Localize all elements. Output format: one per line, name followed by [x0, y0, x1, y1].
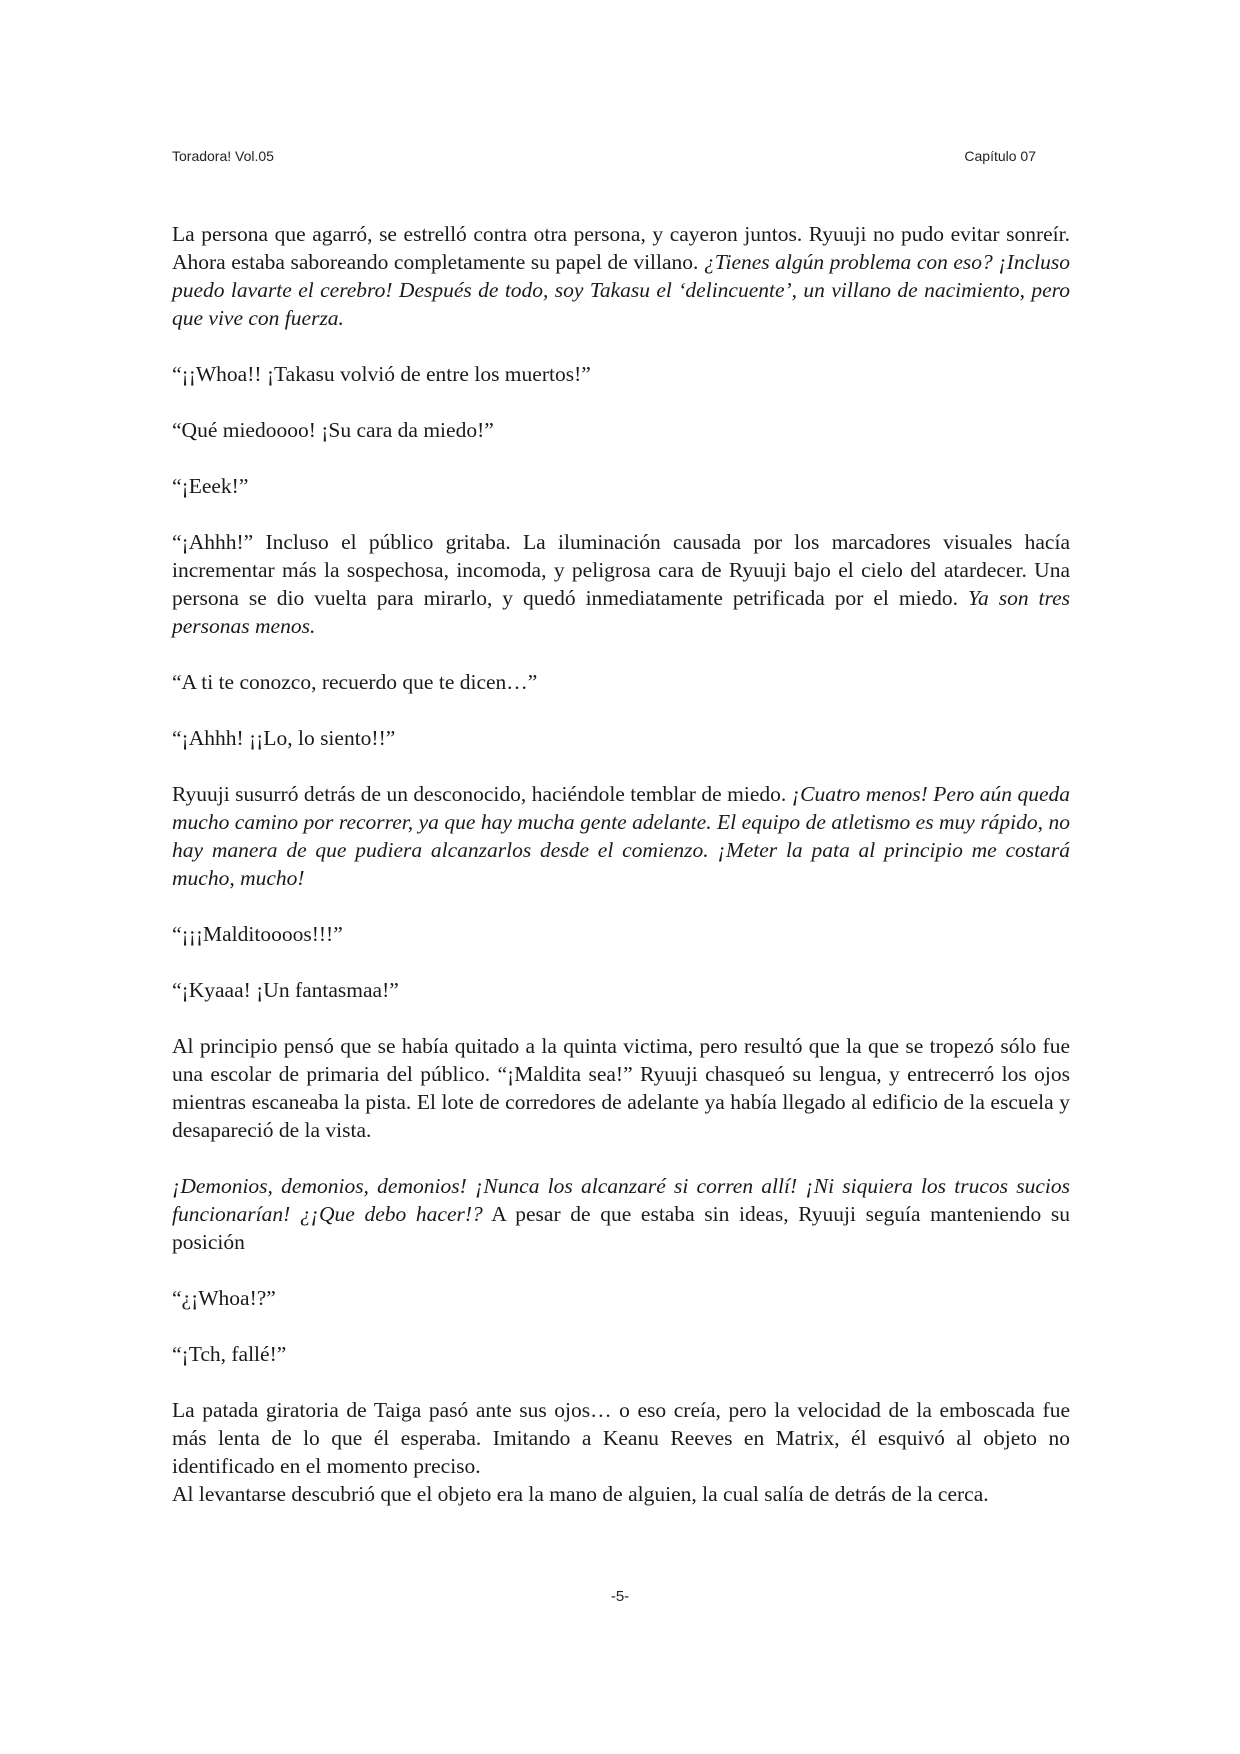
paragraph: “¡Kyaaa! ¡Un fantasmaa!” — [172, 978, 399, 1002]
paragraph: “¡¡Whoa!! ¡Takasu volvió de entre los muertos!” — [172, 362, 591, 386]
paragraph: “¡Ahhh! ¡¡Lo, lo siento!!” — [172, 726, 396, 750]
paragraph: Ryuuji susurró detrás de un desconocido, haciéndole temblar de miedo. ¡Cuatro menos! Pero aún queda mucho camino por recorrer, ya que hay mucha gente adelante. El equipo de atletismo es muy rápido, no hay manera de que pudiera alcanzarlos desde el comienzo. ¡Meter la pata al principio me costará mucho, mucho! — [172, 782, 1070, 890]
paragraph: Al levantarse descubrió que el objeto era la mano de alguien, la cual salía de detrás de la cerca. — [172, 1482, 989, 1506]
header-chapter: Capítulo 07 — [964, 148, 1036, 164]
paragraph: Al principio pensó que se había quitado a la quinta victima, pero resultó que la que se tropezó sólo fue una escolar de primaria del público. “¡Maldita sea!” Ryuuji chasqueó su lengua, y entrecerró los ojos mientras escaneaba la pista. El lote de corredores de adelante ya había llegado al edificio de la escuela y desapareció de la vista. — [172, 1034, 1070, 1142]
header-book-title: Toradora! Vol.05 — [172, 148, 274, 164]
paragraph: La patada giratoria de Taiga pasó ante sus ojos… o eso creía, pero la velocidad de la emboscada fue más lenta de lo que él esperaba. Imitando a Keanu Reeves en Matrix, él esquivó al objeto no identificado en el momento preciso. — [172, 1398, 1070, 1478]
page-body — [172, 220, 1070, 1508]
paragraph: “¡Eeek!” — [172, 474, 249, 498]
paragraph: ¡Demonios, demonios, demonios! ¡Nunca los alcanzaré si corren allí! ¡Ni siquiera los trucos sucios funcionarían! ¿¡Que debo hacer!? A pesar de que estaba sin ideas, Ryuuji seguía manteniendo su posición — [172, 1174, 1070, 1254]
paragraph: “¡¡¡Malditoooos!!!” — [172, 922, 343, 946]
paragraph: “¡Tch, fallé!” — [172, 1342, 287, 1366]
paragraph: “¿¡Whoa!?” — [172, 1286, 276, 1310]
page-footer — [0, 1588, 1240, 1605]
paragraph: “A ti te conozco, recuerdo que te dicen…” — [172, 670, 538, 694]
paragraph: “¡Ahhh!” Incluso el público gritaba. La iluminación causada por los marcadores visuales hacía incrementar más la sospechosa, incomoda, y peligrosa cara de Ryuuji bajo el cielo del atardecer. Una persona se dio vuelta para mirarlo, y quedó inmediatamente petrificada por el miedo. Ya son tres personas menos. — [172, 530, 1070, 638]
paragraph: “Qué miedoooo! ¡Su cara da miedo!” — [172, 418, 494, 442]
page-header — [172, 148, 1036, 168]
page-number: -5- — [610, 1588, 630, 1605]
paragraph: La persona que agarró, se estrelló contra otra persona, y cayeron juntos. Ryuuji no pudo evitar sonreír. Ahora estaba saboreando completamente su papel de villano. ¿Tienes algún problema con eso? ¡Incluso puedo lavarte el cerebro! Después de todo, soy Takasu el ‘delincuente’, un villano de nacimiento, pero que vive con fuerza. — [172, 222, 1070, 330]
